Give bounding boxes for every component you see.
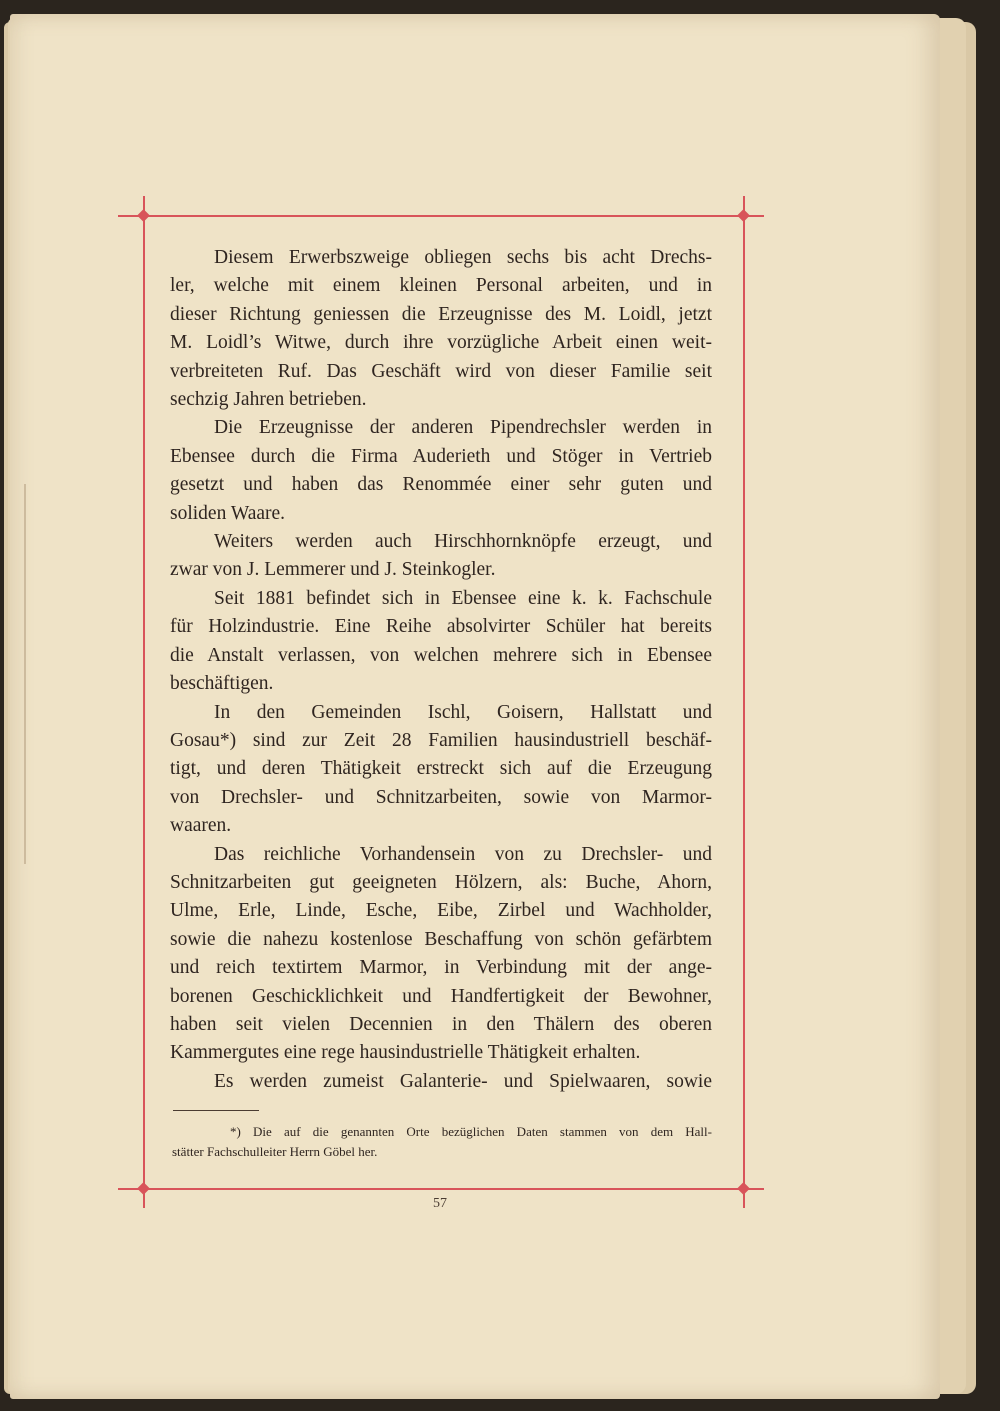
text-line: die Anstalt verlassen, von welchen mehrere sich in Ebensee bbox=[170, 644, 712, 666]
frame-top-line bbox=[118, 215, 764, 217]
footnote bbox=[172, 1122, 712, 1162]
text-line: verbreiteten Ruf. Das Geschäft wird von dieser Familie seit bbox=[170, 360, 712, 382]
text-line: Das reichliche Vorhandensein von zu Drechsler- und bbox=[214, 843, 712, 865]
frame-right-line bbox=[743, 196, 745, 1208]
page-number: 57 bbox=[433, 1196, 447, 1211]
text-line: Die Erzeugnisse der anderen Pipendrechsler werden in bbox=[214, 417, 712, 439]
text-line: Kammergutes eine rege hausindustrielle Thätigkeit erhalten. bbox=[170, 1042, 641, 1064]
text-line: tigt, und deren Thätigkeit erstreckt sich auf die Erzeugung bbox=[170, 758, 712, 780]
frame-left-line bbox=[143, 196, 145, 1208]
text-line: Es werden zumeist Galanterie- und Spielwaaren, sowie bbox=[214, 1070, 712, 1092]
text-line: haben seit vielen Decennien in den Thälern des oberen bbox=[170, 1013, 712, 1035]
gutter-mark bbox=[24, 484, 32, 864]
footnote-line: stätter Fachschulleiter Herrn Göbel her. bbox=[172, 1144, 378, 1159]
text-line: für Holzindustrie. Eine Reihe absolvirter Schüler hat bereits bbox=[170, 616, 712, 638]
footnote-rule bbox=[173, 1110, 259, 1111]
footnote-line: *) Die auf die genannten Orte bezüglichen Daten stammen von dem Hall- bbox=[230, 1124, 712, 1139]
text-line: gesetzt und haben das Renommée einer sehr guten und bbox=[170, 474, 712, 496]
text-line: Weiters werden auch Hirschhornknöpfe erzeugt, und bbox=[214, 531, 712, 553]
text-line: von Drechsler- und Schnitzarbeiten, sowie von Marmor- bbox=[170, 786, 712, 808]
text-line: Ulme, Erle, Linde, Esche, Eibe, Zirbel und Wachholder, bbox=[170, 900, 712, 922]
body-text bbox=[170, 244, 712, 1096]
text-line: beschäftigen. bbox=[170, 673, 274, 695]
text-line: soliden Waare. bbox=[170, 502, 286, 524]
text-line: borenen Geschicklichkeit und Handfertigkeit der Bewohner, bbox=[170, 985, 712, 1007]
text-line: ler, welche mit einem kleinen Personal arbeiten, und in bbox=[170, 275, 712, 297]
frame-bottom-line bbox=[118, 1188, 764, 1190]
text-line: Gosau*) sind zur Zeit 28 Familien hausindustriell beschäf- bbox=[170, 729, 712, 751]
text-line: sowie die nahezu kostenlose Beschaffung von schön gefärbtem bbox=[170, 928, 712, 950]
text-line: Seit 1881 befindet sich in Ebensee eine k. k. Fachschule bbox=[214, 587, 712, 609]
text-line: sechzig Jahren betrieben. bbox=[170, 389, 367, 411]
text-line: Ebensee durch die Firma Auderieth und Stöger in Vertrieb bbox=[170, 445, 712, 467]
text-line: zwar von J. Lemmerer und J. Steinkogler. bbox=[170, 559, 496, 581]
text-line: M. Loidl’s Witwe, durch ihre vorzügliche Arbeit einen weit- bbox=[170, 332, 712, 354]
text-line: In den Gemeinden Ischl, Goisern, Hallstatt und bbox=[214, 701, 712, 723]
text-line: Diesem Erwerbszweige obliegen sechs bis acht Drechs- bbox=[214, 247, 712, 268]
text-line: waaren. bbox=[170, 815, 232, 837]
text-line: dieser Richtung geniessen die Erzeugnisse des M. Loidl, jetzt bbox=[170, 303, 712, 325]
text-line: Schnitzarbeiten gut geeigneten Hölzern, als: Buche, Ahorn, bbox=[170, 871, 712, 893]
text-line: und reich textirtem Marmor, in Verbindung mit der ange- bbox=[170, 957, 712, 979]
